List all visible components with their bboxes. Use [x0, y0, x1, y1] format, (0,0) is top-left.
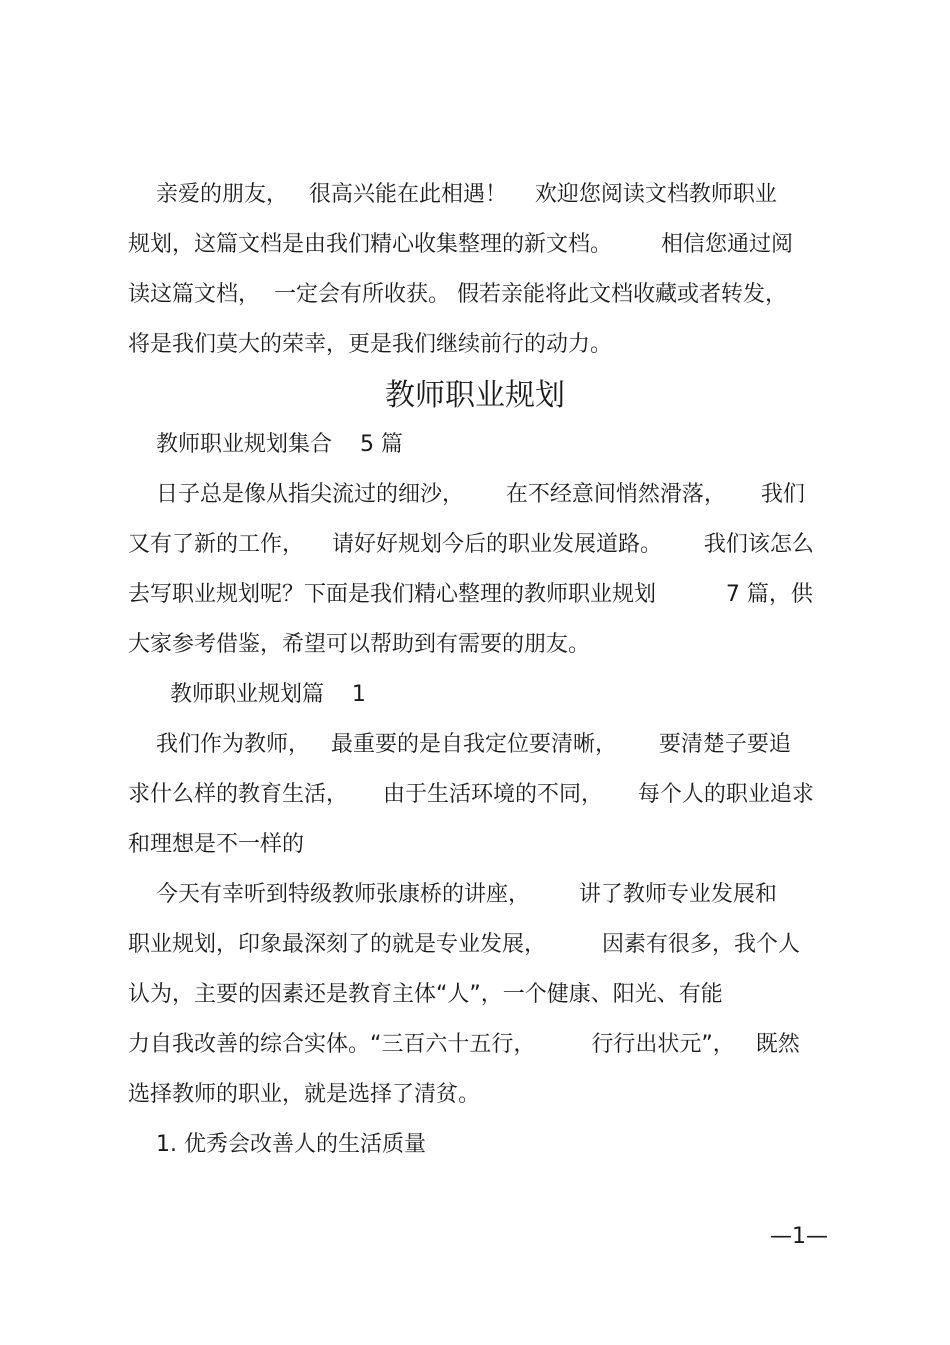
paragraph-3-line-3: 认为，主要的因素还是教育主体“人”，一个健康、阳光、有能 [128, 982, 723, 1007]
paragraph-1-line-4: 大家参考借鉴，希望可以帮助到有需要的朋友。 [128, 632, 591, 657]
intro-line-2: 规划，这篇文档是由我们精心收集整理的新文档。 相信您通过阅 [128, 232, 793, 257]
section-1-heading: 教师职业规划篇 1 [128, 682, 366, 707]
paragraph-3-line-1: 今天有幸听到特级教师张康桥的讲座， 讲了教师专业发展和 [128, 882, 777, 907]
paragraph-2-line-1: 我们作为教师， 最重要的是自我定位要清晰， 要清楚子要追 [128, 732, 791, 757]
paragraph-3-line-2: 职业规划，印象最深刻了的就是专业发展， 因素有很多，我个人 [128, 932, 800, 957]
paragraph-2-line-2: 求什么样的教育生活， 由于生活环境的不同， 每个人的职业追求 [128, 782, 814, 807]
paragraph-1-line-3: 去写职业规划呢？下面是我们精心整理的教师职业规划 7 篇，供 [128, 582, 813, 607]
intro-line-1: 亲爱的朋友， 很高兴能在此相遇！ 欢迎您阅读文档教师职业 [128, 182, 777, 207]
document-subtitle: 教师职业规划集合 5 篇 [128, 432, 403, 457]
paragraph-3-line-4: 力自我改善的综合实体。“三百六十五行， 行行出状元”， 既然 [128, 1032, 800, 1057]
document-title: 教师职业规划 [385, 378, 565, 413]
paragraph-3-line-5: 选择教师的职业，就是选择了清贫。 [128, 1082, 481, 1107]
paragraph-1-line-1: 日子总是像从指尖流过的细沙， 在不经意间悄然滑落， 我们 [128, 482, 805, 507]
paragraph-1-line-2: 又有了新的工作， 请好好规划今后的职业发展道路。 我们该怎么 [128, 532, 814, 557]
list-item-1: 1. 优秀会改善人的生活质量 [128, 1132, 426, 1157]
intro-line-3: 读这篇文档， 一定会有所收获。 假若亲能将此文档收藏或者转发， [128, 282, 787, 307]
page-number: —1— [770, 1224, 828, 1249]
paragraph-2-line-3: 和理想是不一样的 [128, 832, 305, 857]
intro-line-4: 将是我们莫大的荣幸，更是我们继续前行的动力。 [128, 332, 613, 357]
